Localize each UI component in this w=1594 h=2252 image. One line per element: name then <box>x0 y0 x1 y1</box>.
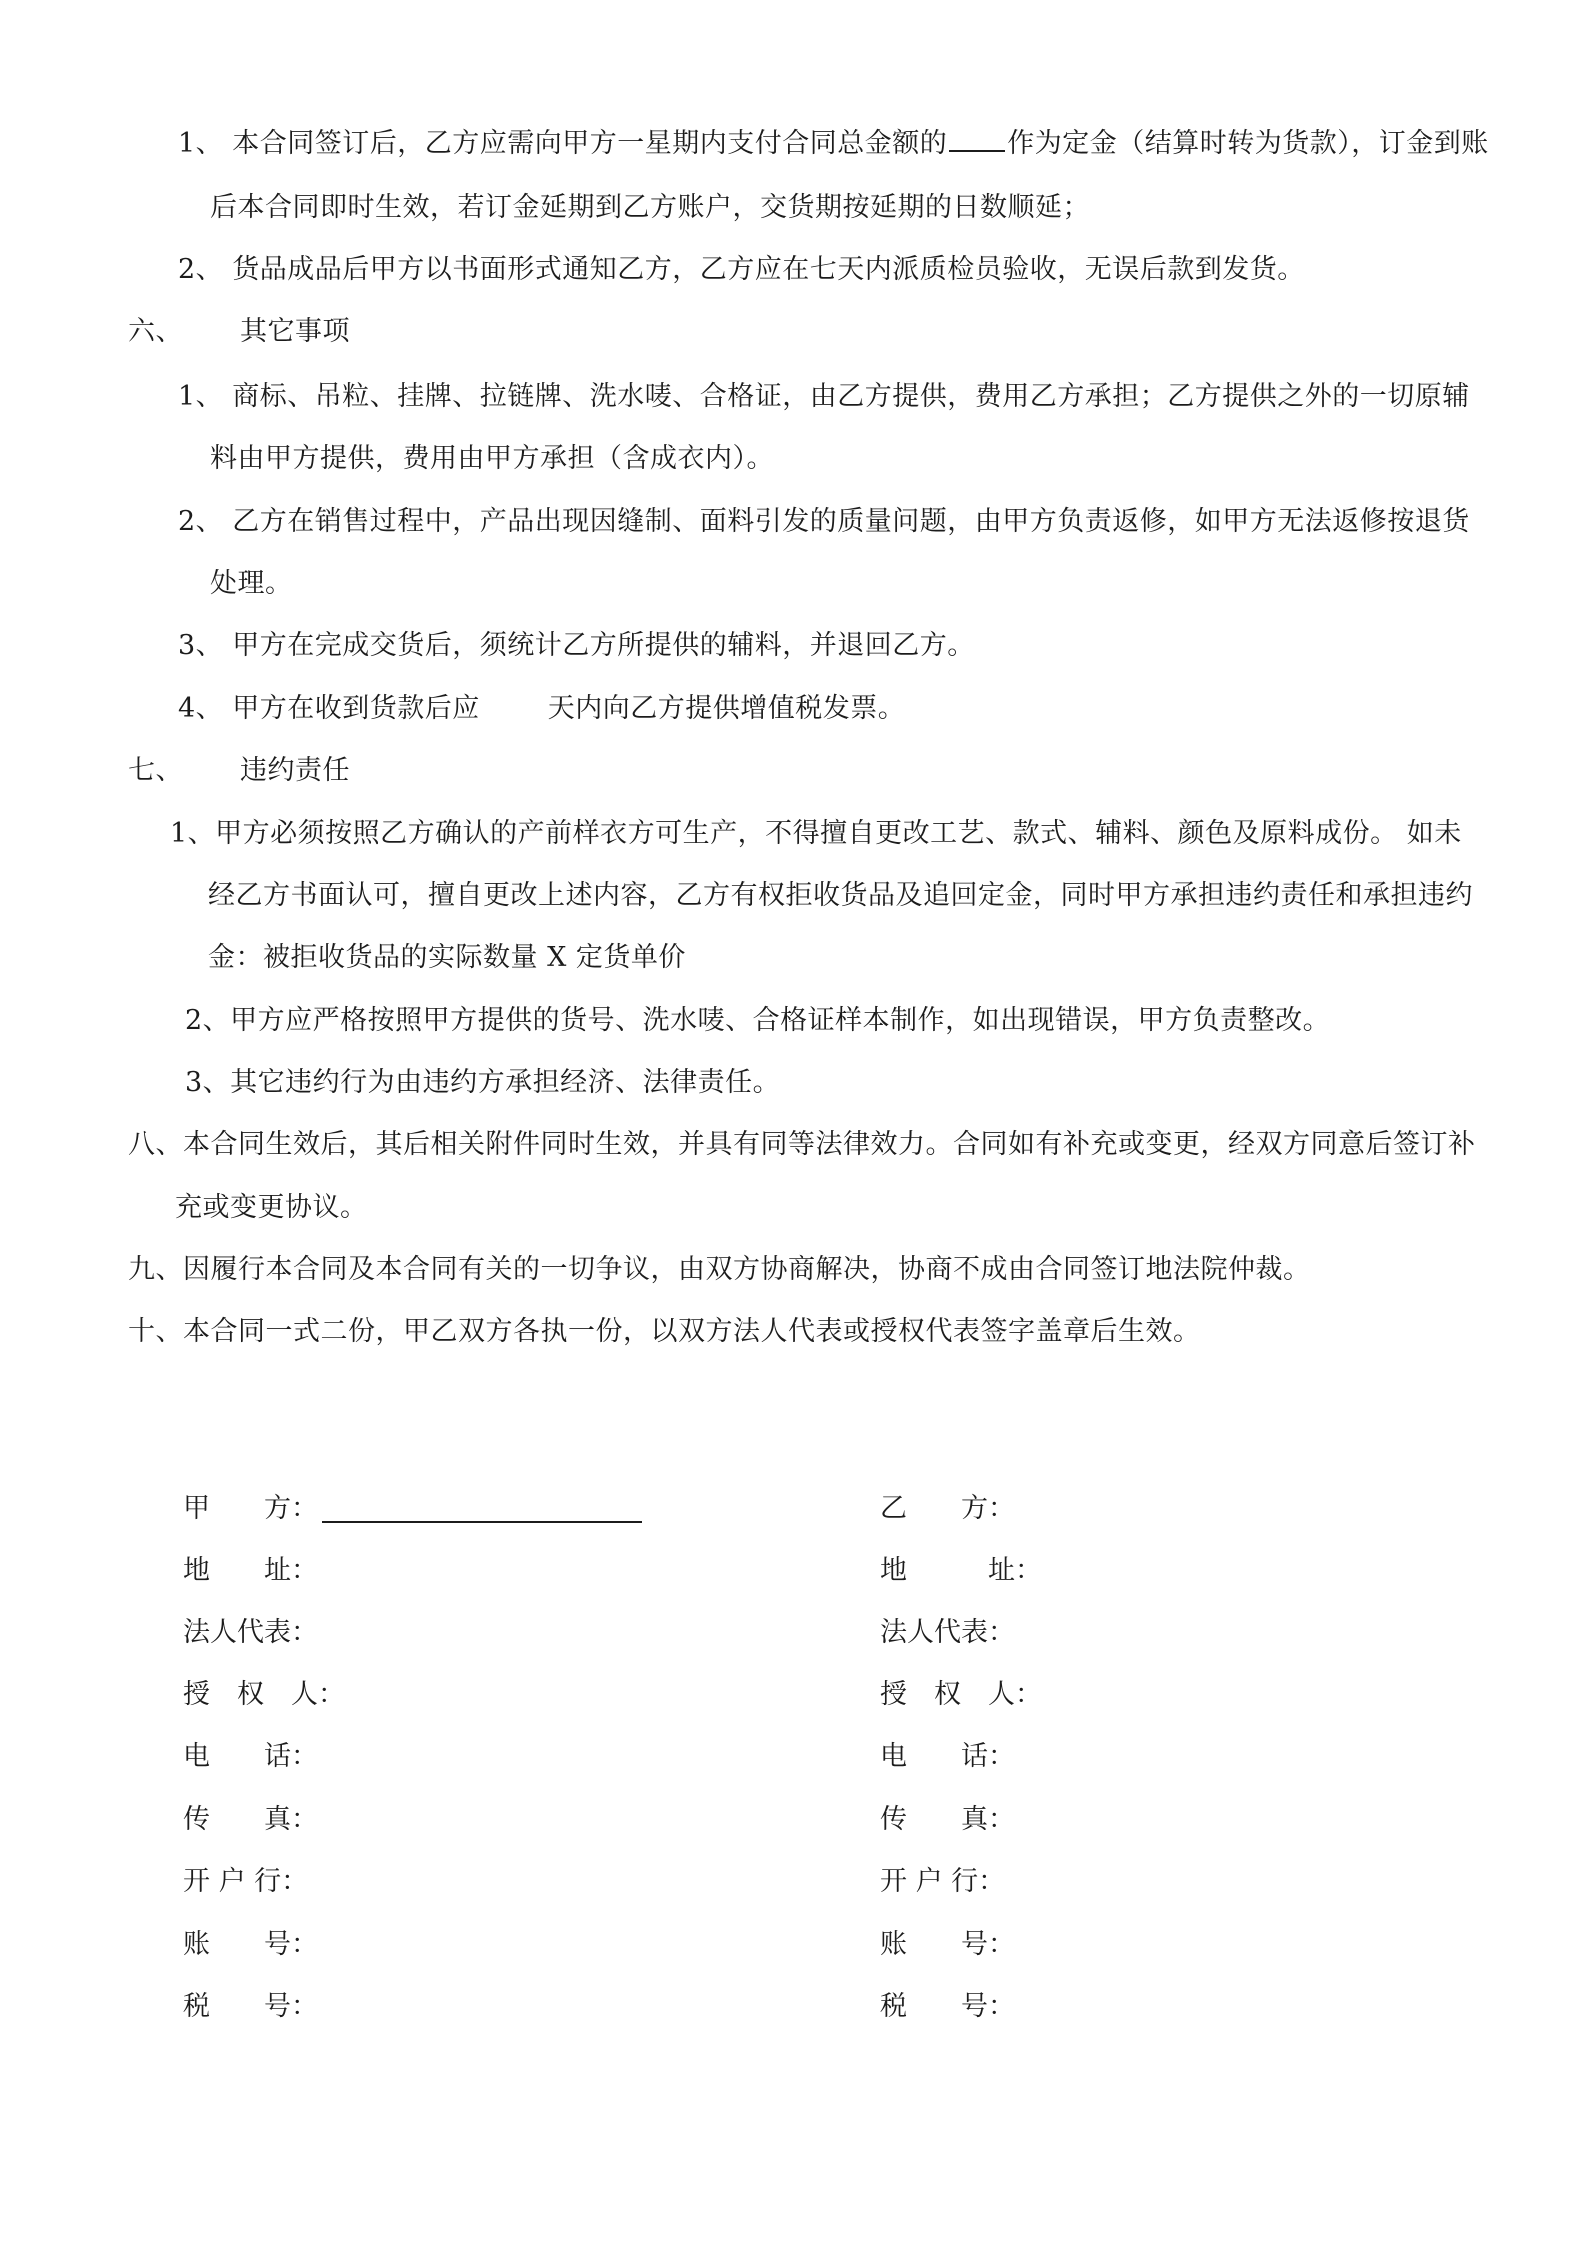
section9-line1: 九、因履行本合同及本合同有关的一切争议，由双方协商解决，协商不成由合同签订地法院仲裁。 <box>128 1254 1311 1285</box>
section6-item2-line2: 处理。 <box>210 568 293 599</box>
section7-item1-line3: 金：被拒收货品的实际数量 X 定货单价 <box>208 942 686 973</box>
party-b-phone-label: 电 话： <box>880 1741 1015 1772</box>
section6-number: 六、 <box>128 316 183 347</box>
section7-item3: 3、其它违约行为由违约方承担经济、法律责任。 <box>185 1067 781 1098</box>
party-a-address-label: 地 址： <box>183 1555 318 1586</box>
party-a-fax-label: 传 真： <box>183 1804 318 1835</box>
section6-item2-line1: 2、 乙方在销售过程中，产品出现因缝制、面料引发的质量问题，由甲方负责返修，如甲方无法返修按退货 <box>178 506 1470 537</box>
section5-item1-line2: 后本合同即时生效，若订金延期到乙方账户，交货期按延期的日数顺延； <box>210 192 1090 223</box>
party-b-legal-rep-label: 法人代表： <box>880 1617 1015 1648</box>
party-a-bank-label: 开 户 行： <box>183 1866 309 1897</box>
section5-item1-text-after: 作为定金（结算时转为货款），订金到账 <box>1007 128 1489 159</box>
party-b-address-label: 地 址： <box>880 1555 1042 1586</box>
section6-item1-line1: 1、 商标、吊粒、挂牌、拉链牌、洗水唛、合格证，由乙方提供，费用乙方承担；乙方提供之外的一切原辅 <box>178 381 1470 412</box>
party-b-fax-label: 传 真： <box>880 1804 1015 1835</box>
party-b-name-label: 乙 方： <box>880 1493 1015 1524</box>
party-a-name-line[interactable] <box>322 1521 642 1523</box>
section6-item4-text-before: 4、 甲方在收到货款后应 <box>178 693 480 724</box>
party-b-bank-label: 开 户 行： <box>880 1866 1006 1897</box>
party-b-authorized-label: 授 权 人： <box>880 1679 1042 1710</box>
section7-item1-line2: 经乙方书面认可，擅自更改上述内容，乙方有权拒收货品及追回定金，同时甲方承担违约责任和承担违约 <box>208 880 1473 911</box>
section6-item1-line2: 料由甲方提供，费用由甲方承担（含成衣内）。 <box>210 443 774 474</box>
party-b-tax-id-label: 税 号： <box>880 1991 1015 2022</box>
section6-item4-text-after: 天内向乙方提供增值税发票。 <box>547 693 906 724</box>
section5-item1-text-before: 1、 本合同签订后，乙方应需向甲方一星期内支付合同总金额的 <box>178 128 948 159</box>
section8-line1: 八、本合同生效后，其后相关附件同时生效，并具有同等法律效力。合同如有补充或变更，经双方同意后签订补 <box>128 1129 1476 1160</box>
section6-title: 其它事项 <box>240 316 350 347</box>
party-a-legal-rep-label: 法人代表： <box>183 1617 318 1648</box>
section5-item2: 2、 货品成品后甲方以书面形式通知乙方，乙方应在七天内派质检员验收，无误后款到发货。 <box>178 254 1305 285</box>
party-a-phone-label: 电 话： <box>183 1741 318 1772</box>
party-a-name-label: 甲 方： <box>183 1493 318 1524</box>
party-b-account-label: 账 号： <box>880 1929 1015 1960</box>
section7-title: 违约责任 <box>240 755 350 786</box>
section7-number: 七、 <box>128 755 183 786</box>
party-a-authorized-label: 授 权 人： <box>183 1679 345 1710</box>
party-a-account-label: 账 号： <box>183 1929 318 1960</box>
section7-item1-line1: 1、甲方必须按照乙方确认的产前样衣方可生产，不得擅自更改工艺、款式、辅料、颜色及原料成份。 如未 <box>170 818 1462 849</box>
section7-item2: 2、甲方应严格按照甲方提供的货号、洗水唛、合格证样本制作，如出现错误，甲方负责整改。 <box>185 1005 1331 1036</box>
deposit-percent-blank <box>949 128 1005 152</box>
section6-item4 <box>178 692 905 726</box>
section5-item1-line1 <box>178 127 1489 161</box>
section8-line2: 充或变更协议。 <box>175 1192 368 1223</box>
party-a-tax-id-label: 税 号： <box>183 1991 318 2022</box>
section6-item3: 3、 甲方在完成交货后，须统计乙方所提供的辅料，并退回乙方。 <box>178 630 975 661</box>
section10-line1: 十、本合同一式二份，甲乙双方各执一份，以双方法人代表或授权代表签字盖章后生效。 <box>128 1316 1201 1347</box>
